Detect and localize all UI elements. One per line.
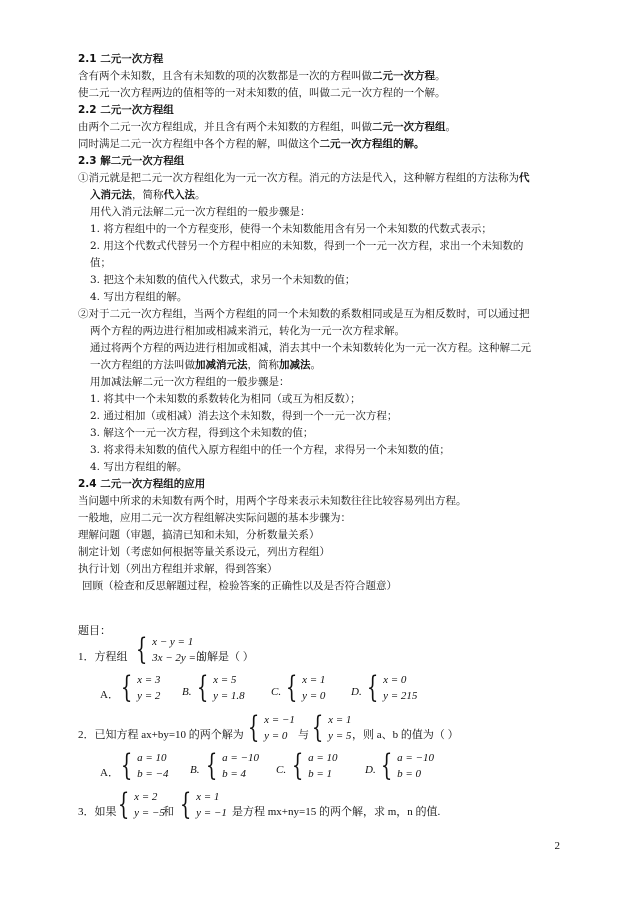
brace-icon: { <box>179 787 192 822</box>
s23-sub2-title: 用加减法解二元一次方程组的一般步骤是： <box>90 376 290 388</box>
brace-icon: { <box>135 632 148 667</box>
s21-line1: 含有两个未知数，且含有未知数的项的次数都是一次的方程叫做二元一次方程。 <box>78 70 446 82</box>
brace-icon: { <box>247 710 260 745</box>
q2-number: 2．已知方程 ax+by=10 的两个解为 <box>78 729 244 741</box>
q1-option-c: { x = 1 y = 0 <box>285 670 326 705</box>
section-2-2-title: 2.2 二元一次方程组 <box>78 104 174 116</box>
q2-solution-1: { x = −1 y = 0 <box>247 710 295 745</box>
s23-p2-line2: 两个方程的两边进行相加或相减来消元，转化为一元一次方程求解。 <box>90 325 405 337</box>
problems-heading: 题目： <box>78 625 111 637</box>
q1-option-b-label: B. <box>182 686 192 698</box>
s23-p2-line1: ②对于二元一次方程组，当两个方程组的同一个未知数的系数相同或是互为相反数时，可以通过把 <box>78 308 530 320</box>
q3-and: 和 <box>163 806 174 818</box>
s23-p1-line2: 入消元法，简称代入法。 <box>90 189 206 201</box>
q3-solution-2: { x = 1 y = −1 <box>179 787 227 822</box>
brace-icon: { <box>196 670 209 705</box>
q1-option-a: { x = 3 y = 2 <box>120 670 161 705</box>
s24-line: 执行计划（列出方程组并求解，得到答案） <box>78 563 278 575</box>
s23-p2-line4: 一次方程组的方法叫做加减消元法，简称加减法。 <box>90 359 321 371</box>
page-number: 2 <box>554 840 560 852</box>
q2-option-c-label: C. <box>276 764 287 776</box>
section-2-3-title: 2.3 解二元一次方程组 <box>78 155 185 167</box>
brace-icon: { <box>291 748 304 783</box>
s23-p1-line1: ①消元就是把二元一次方程组化为一元一次方程。消元的方法是代入，这种解方程组的方法称为代 <box>78 172 530 184</box>
brace-icon: { <box>205 748 218 783</box>
s23-sub2-step: 3. 将求得未知数的值代入原方程组中的任一个方程，求得另一个未知数的值； <box>90 444 450 456</box>
section-2-1-title: 2.1 二元一次方程 <box>78 53 164 65</box>
q1-option-d-label: D. <box>351 686 362 698</box>
s23-sub1-step: 3. 把这个未知数的值代入代数式，求另一个未知数的值； <box>90 274 356 286</box>
q1-option-a-label: A． <box>100 689 119 701</box>
s22-line1: 由两个二元一次方程组成，并且含有两个未知数的方程组，叫做二元一次方程组。 <box>78 121 456 133</box>
q1-tail: 的解是（ ） <box>196 651 254 663</box>
q1-option-d: { x = 0 y = 215 <box>366 670 418 705</box>
s24-line: 回顾（检查和反思解题过程，检验答案的正确性以及是否符合题意） <box>82 580 397 592</box>
brace-icon: { <box>285 670 298 705</box>
s23-sub2-step: 1. 将其中一个未知数的系数转化为相同（或互为相反数）； <box>90 393 361 405</box>
s22-line2: 同时满足二元一次方程组中各个方程的解，叫做这个二元一次方程组的解。 <box>78 138 425 150</box>
q3-solution-1: { x = 2 y = −5 <box>117 787 165 822</box>
q1-option-b: { x = 5 y = 1.8 <box>196 670 245 705</box>
s23-sub1-step: 1. 将方程组中的一个方程变形，使得一个未知数能用含有另一个未知数的代数式表示； <box>90 223 492 235</box>
q2-option-d-label: D. <box>365 764 376 776</box>
q2-option-a: { a = 10 b = −4 <box>120 748 169 783</box>
q1-option-c-label: C. <box>271 686 282 698</box>
s24-line: 制定计划（考虑如何根据等量关系设元，列出方程组） <box>78 546 330 558</box>
s24-line: 一般地，应用二元一次方程组解决实际问题的基本步骤为： <box>78 512 351 524</box>
q2-option-b-label: B. <box>190 764 200 776</box>
q2-option-b: { a = −10 b = 4 <box>205 748 259 783</box>
s21-line2: 使二元一次方程两边的值相等的一对未知数的值，叫做二元一次方程的一个解。 <box>78 87 446 99</box>
s24-line: 理解问题（审题，搞清已知和未知，分析数量关系） <box>78 529 320 541</box>
q1-number: 1．方程组 <box>78 651 128 663</box>
s23-sub1-step: 2. 用这个代数式代替另一个方程中相应的未知数，得到一个一元一次方程，求出一个未知数的 <box>90 240 524 252</box>
brace-icon: { <box>117 787 130 822</box>
q2-option-d: { a = −10 b = 0 <box>380 748 434 783</box>
q2-and: 与 <box>298 729 309 741</box>
section-2-4-title: 2.4 二元一次方程组的应用 <box>78 478 206 490</box>
s24-line: 当问题中所求的未知数有两个时，用两个字母来表示未知数往往比较容易列出方程。 <box>78 495 467 507</box>
brace-icon: { <box>380 748 393 783</box>
q2-option-a-label: A． <box>100 767 119 779</box>
brace-icon: { <box>120 670 133 705</box>
q1-equation-system: { x − y = 1 3x − 2y = 5 <box>135 632 205 667</box>
q2-solution-2: { x = 1 y = 5 <box>311 710 352 745</box>
s23-p2-line3: 通过将两个方程的两边进行相加或相减，消去其中一个未知数转化为一元一次方程。这种解二元 <box>90 342 531 354</box>
s23-sub2-step: 3. 解这个一元一次方程，得到这个未知数的值； <box>90 427 314 439</box>
brace-icon: { <box>366 670 379 705</box>
brace-icon: { <box>120 748 133 783</box>
brace-icon: { <box>311 710 324 745</box>
q2-option-c: { a = 10 b = 1 <box>291 748 338 783</box>
q2-tail: ，则 a、b 的值为（ ） <box>352 729 459 741</box>
s23-sub2-step: 2. 通过相加（或相减）消去这个未知数，得到一个一元一次方程； <box>90 410 398 422</box>
q3-number: 3．如果 <box>78 806 117 818</box>
s23-sub1-step: 值； <box>90 257 111 269</box>
q3-tail: 是方程 mx+ny=15 的两个解，求 m，n 的值. <box>232 806 441 818</box>
s23-sub1-title: 用代入消元法解二元一次方程组的一般步骤是： <box>90 206 311 218</box>
s23-sub1-step: 4. 写出方程组的解。 <box>90 291 188 303</box>
s23-sub2-step: 4. 写出方程组的解。 <box>90 461 188 473</box>
